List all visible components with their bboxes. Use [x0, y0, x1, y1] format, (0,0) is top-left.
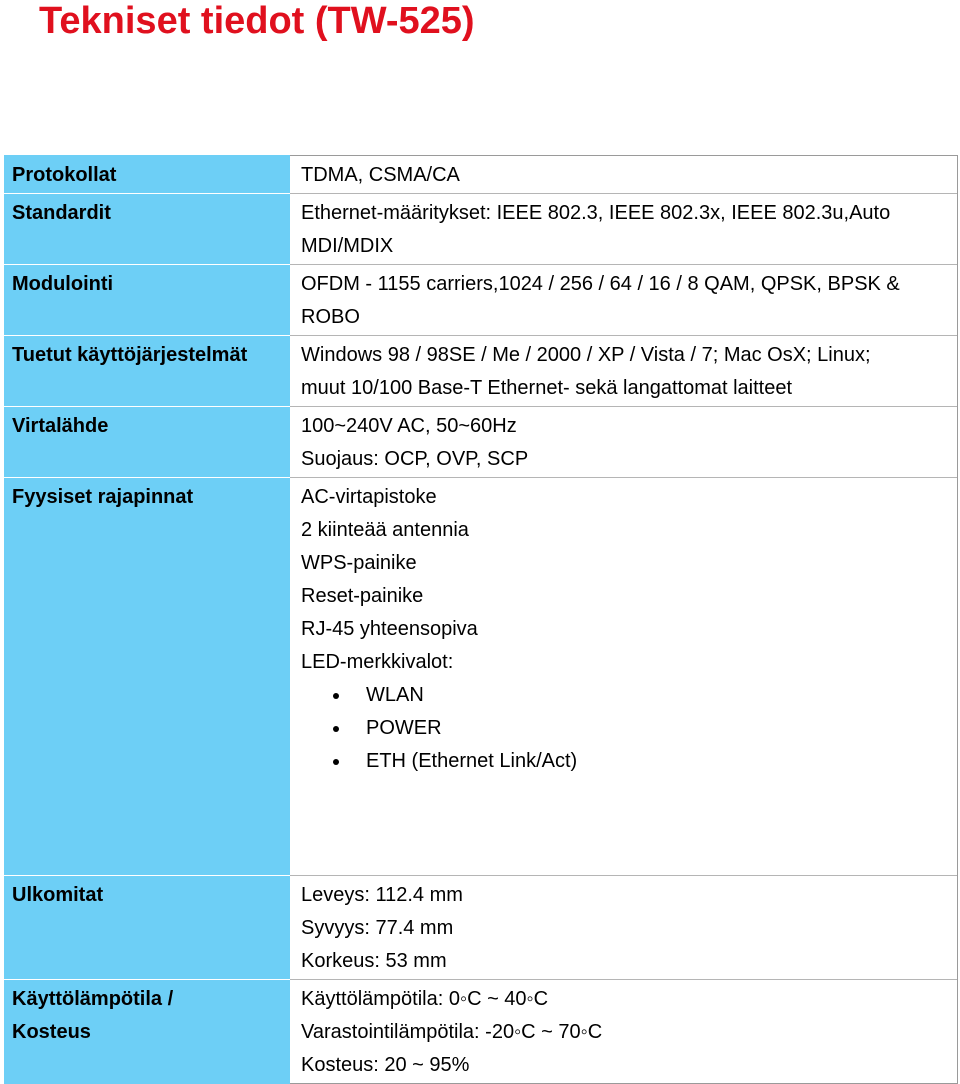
- spec-value-line: muut 10/100 Base-T Ethernet- sekä langattomat laitteet: [301, 377, 793, 399]
- cell-spacer: [301, 778, 949, 874]
- spec-value-line: ROBO: [301, 306, 360, 328]
- spec-label: Tuetut käyttöjärjestelmät: [4, 336, 290, 407]
- spec-value-line: OFDM - 1155 carriers,1024 / 256 / 64 / 16 / 8 QAM, QPSK, BPSK &: [301, 273, 900, 295]
- spec-value-line: Varastointilämpötila: -20◦C ~ 70◦C: [301, 1021, 603, 1043]
- spec-row-modulation: [4, 265, 958, 336]
- spec-value: [290, 876, 958, 980]
- spec-value-line: Korkeus: 53 mm: [301, 950, 447, 972]
- spec-value-line: Reset-painike: [301, 585, 424, 607]
- list-item: [333, 679, 949, 712]
- led-indicator-label: ETH (Ethernet Link/Act): [366, 750, 578, 772]
- spec-value-line: Windows 98 / 98SE / Me / 2000 / XP / Vista / 7; Mac OsX; Linux;: [301, 344, 871, 366]
- spec-label: Modulointi: [4, 265, 290, 336]
- spec-value-line: TDMA, CSMA/CA: [301, 164, 460, 186]
- bullet-icon: [333, 693, 339, 699]
- spec-label-line: Käyttölämpötila /: [12, 988, 174, 1010]
- spec-row-operating-systems: [4, 336, 958, 407]
- spec-label: [4, 980, 290, 1084]
- spec-label-line: Kosteus: [12, 1021, 91, 1043]
- spec-value: [290, 265, 958, 336]
- spec-value-line: 100~240V AC, 50~60Hz: [301, 415, 517, 437]
- spec-value-line: Kosteus: 20 ~ 95%: [301, 1054, 470, 1076]
- spec-value-line: LED-merkkivalot:: [301, 651, 454, 673]
- spec-label: Protokollat: [4, 156, 290, 194]
- spec-row-protocols: [4, 156, 958, 194]
- spec-value-line: Syvyys: 77.4 mm: [301, 917, 454, 939]
- spec-value-line: Ethernet-määritykset: IEEE 802.3, IEEE 802.3x, IEEE 802.3u,Auto: [301, 202, 891, 224]
- spec-value-line: 2 kiinteää antennia: [301, 519, 469, 541]
- spec-value: [290, 980, 958, 1084]
- spec-row-environment: [4, 980, 958, 1084]
- spec-value: [290, 156, 958, 194]
- spec-value-line: MDI/MDIX: [301, 235, 394, 257]
- list-item: [333, 712, 949, 745]
- list-item: [333, 745, 949, 778]
- spec-row-dimensions: [4, 876, 958, 980]
- spec-table: [4, 155, 958, 1084]
- spec-value: [290, 478, 958, 876]
- spec-label: Virtalähde: [4, 407, 290, 478]
- spec-value: [290, 336, 958, 407]
- spec-row-standards: [4, 194, 958, 265]
- bullet-icon: [333, 759, 339, 765]
- page-title: Tekniset tiedot (TW-525): [39, 0, 475, 42]
- spec-value: [290, 194, 958, 265]
- spec-row-physical-interfaces: [4, 478, 958, 876]
- led-indicator-list: [301, 679, 949, 778]
- spec-value: [290, 407, 958, 478]
- bullet-icon: [333, 726, 339, 732]
- spec-value-line: Käyttölämpötila: 0◦C ~ 40◦C: [301, 988, 549, 1010]
- spec-value-line: Suojaus: OCP, OVP, SCP: [301, 448, 529, 470]
- spec-label: Standardit: [4, 194, 290, 265]
- led-indicator-label: WLAN: [366, 684, 424, 706]
- spec-label: Ulkomitat: [4, 876, 290, 980]
- spec-value-line: AC-virtapistoke: [301, 486, 437, 508]
- spec-value-line: RJ-45 yhteensopiva: [301, 618, 478, 640]
- spec-row-power-source: [4, 407, 958, 478]
- spec-value-line: Leveys: 112.4 mm: [301, 884, 463, 906]
- spec-label: Fyysiset rajapinnat: [4, 478, 290, 876]
- spec-value-line: WPS-painike: [301, 552, 417, 574]
- led-indicator-label: POWER: [366, 717, 442, 739]
